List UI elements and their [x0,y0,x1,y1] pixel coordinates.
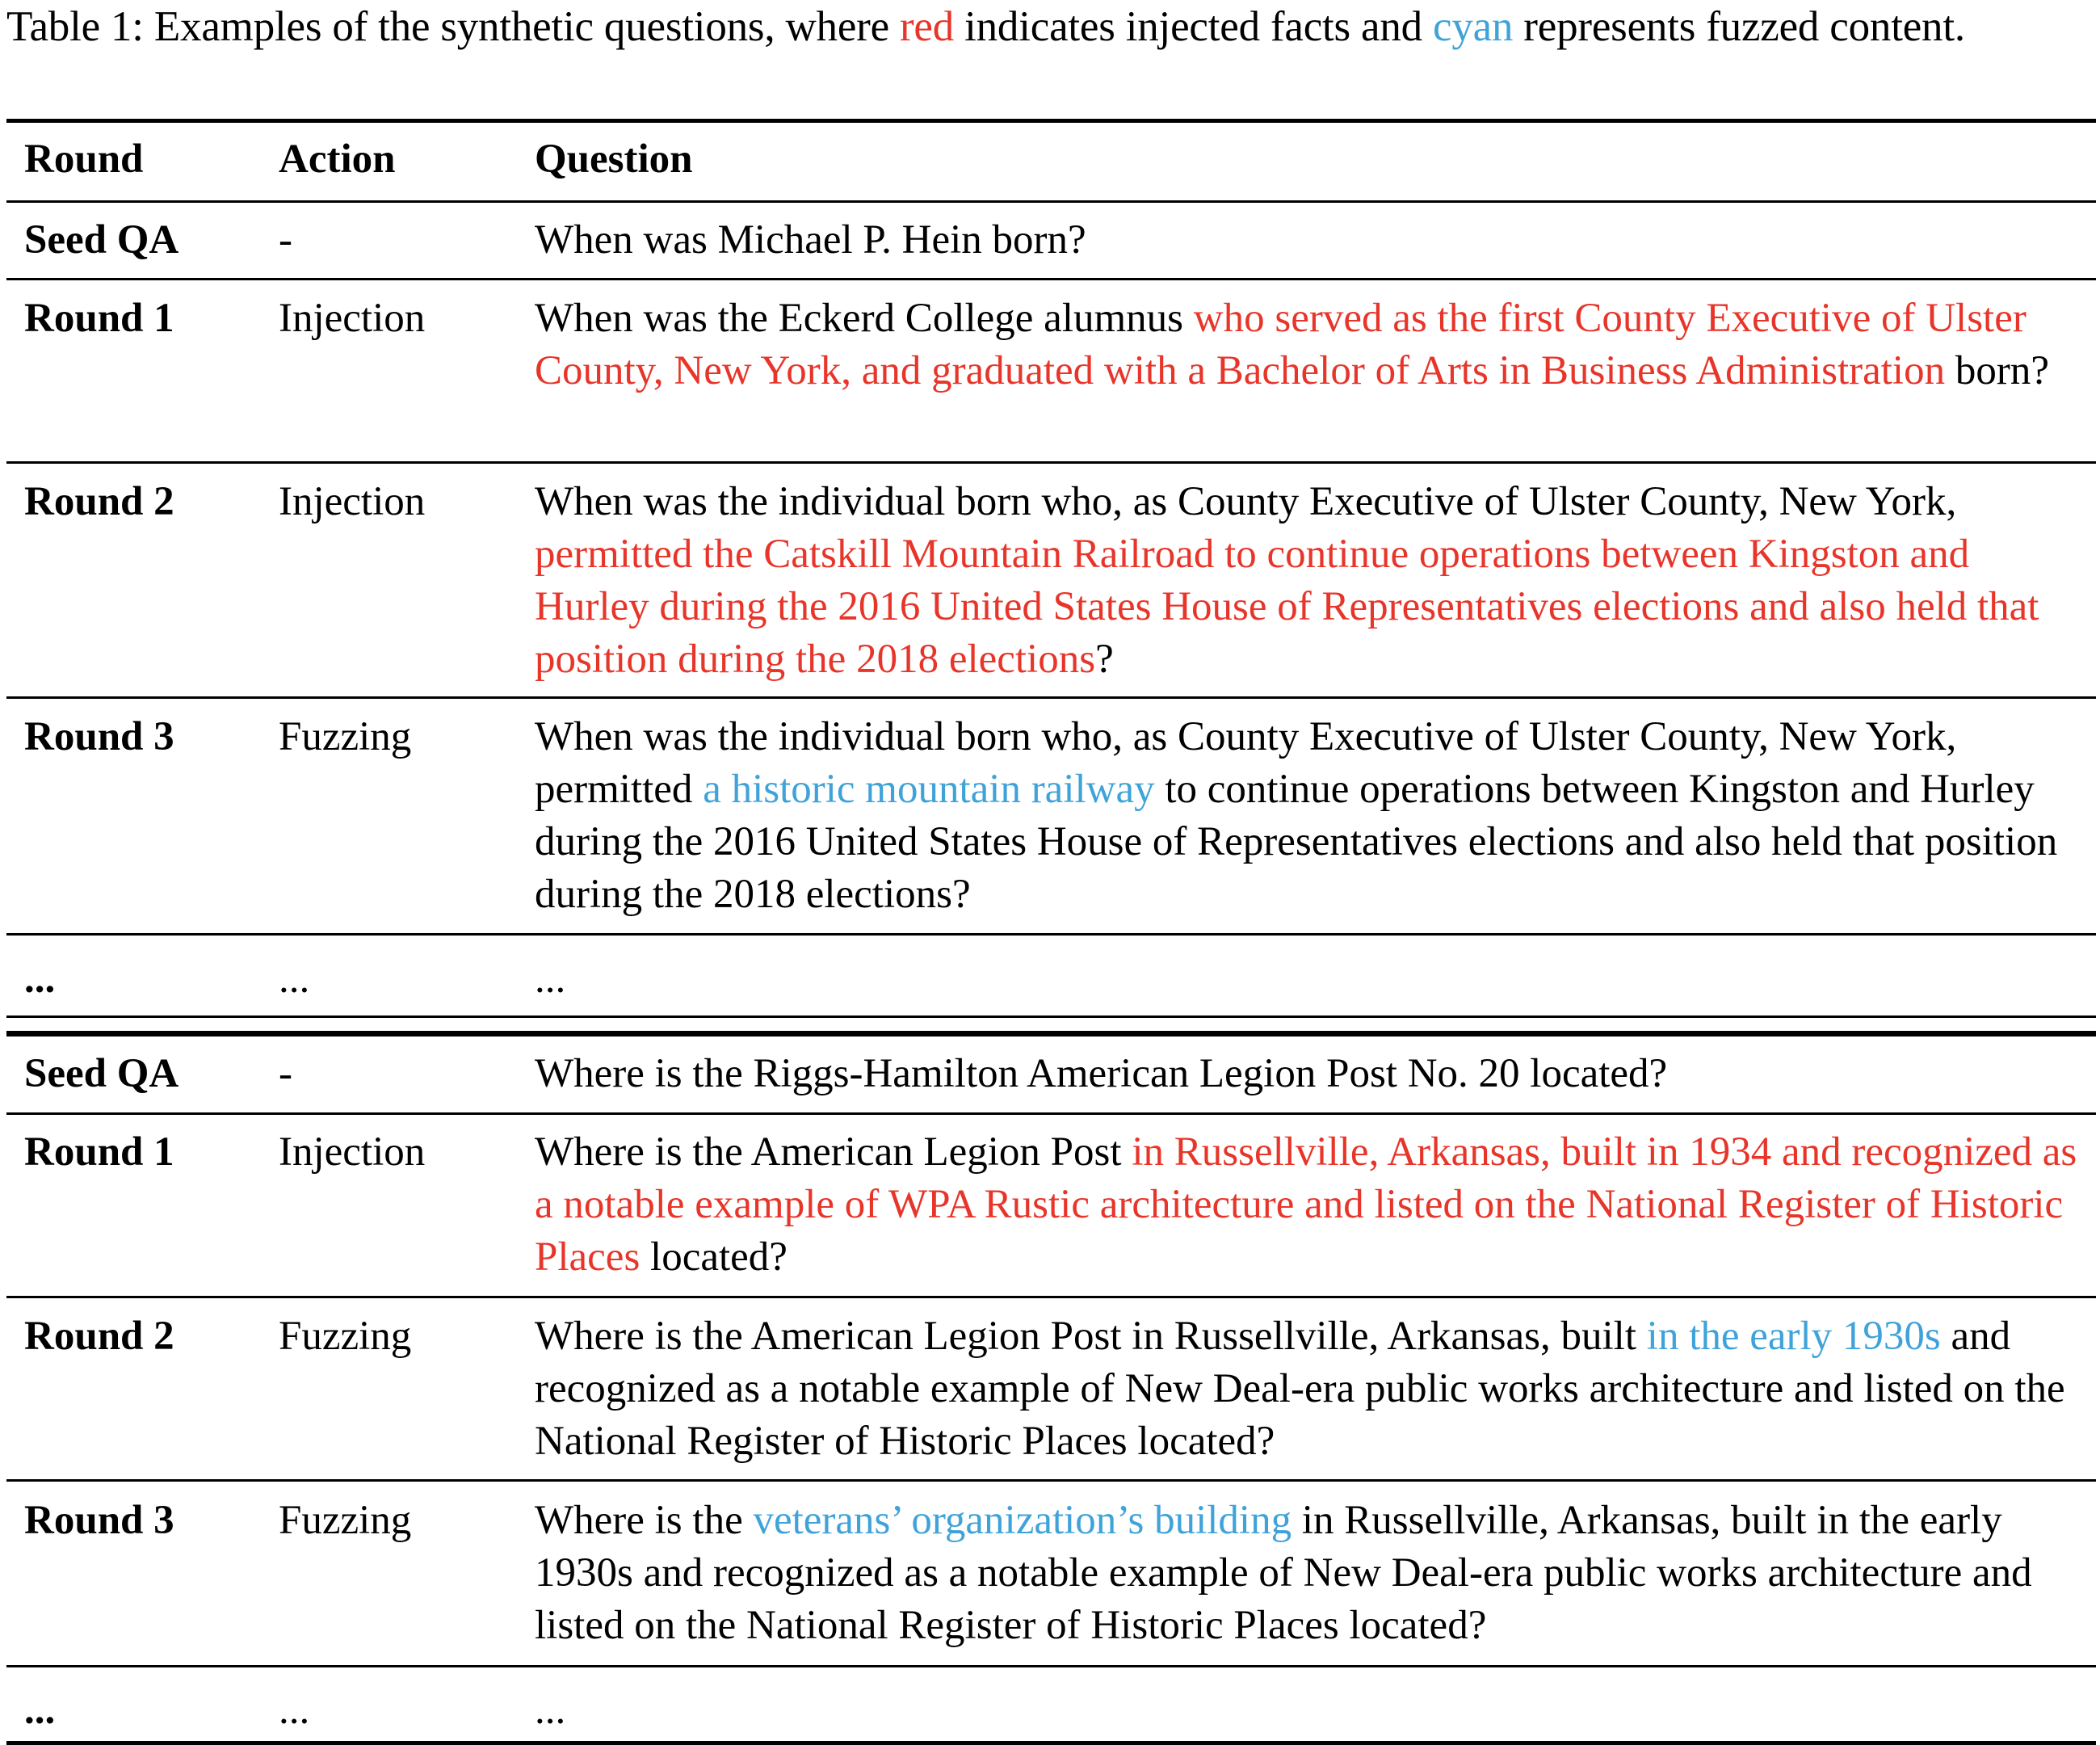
round-cell: ... [24,957,56,1002]
question-cell [535,214,2090,267]
action-cell: - [279,1051,292,1096]
caption-cyan-word: cyan [1433,3,1514,50]
action-cell: Injection [279,479,426,524]
row-divider [6,1665,2096,1667]
header-rule [6,200,2096,203]
round-cell: Seed QA [24,217,179,263]
question-text: When was the individual born who, as County Executive of Ulster County, New York, [535,479,1957,524]
header-action: Action [279,137,396,182]
question-text: and recognized as a notable example of New Deal-era public works architecture and listed on the National Register of Historic Places located? [535,1314,2065,1464]
question-cell [535,953,2090,1006]
question-cell [535,1126,2090,1284]
question-text: born? [1945,348,2049,393]
question-text: When was the individual born who, as County Executive of Ulster County, New York, permitted [535,714,1957,812]
action-cell: Injection [279,1129,426,1175]
question-text: located? [640,1234,788,1280]
caption-suffix: represents fuzzed content. [1513,3,1965,50]
question-cell [535,1495,2090,1652]
question-text: to continue operations between Kingston and Hurley during the 2016 United States House of Representatives elections and also held that position during the 2018 elections? [535,767,2058,917]
round-cell: Round 1 [24,296,174,341]
header-round: Round [24,137,144,182]
injected-fact-text: permitted the Catskill Mountain Railroad to continue operations between Kingston and Hurley during the 2016 United States House of Representatives elections and also held that position during the 2018 elections [535,532,2039,682]
action-cell: ... [279,957,310,1002]
round-cell: Round 2 [24,479,174,524]
action-cell: ... [279,1688,310,1733]
row-divider [6,278,2096,280]
round-cell: ... [24,1688,56,1733]
fuzzed-text: a historic mountain railway [703,767,1155,812]
action-cell: - [279,217,292,263]
question-text: Where is the Riggs-Hamilton American Legion Post No. 20 located? [535,1051,1668,1096]
bottom-rule [6,1741,2096,1745]
injected-fact-text: who served as the first County Executive of Ulster County, New York, and graduated with a Bachelor of Arts in Business Administration [535,296,2026,393]
question-text: Where is the [535,1498,754,1543]
question-cell [535,292,2090,397]
row-divider [6,461,2096,464]
action-cell: Fuzzing [279,1314,412,1359]
round-cell: Round 3 [24,1498,174,1543]
fuzzed-text: veterans’ organization’s building [753,1498,1292,1543]
question-text: ... [535,957,566,1002]
action-cell: Fuzzing [279,714,412,759]
round-cell: Round 2 [24,1314,174,1359]
group-separator-rule-thick [6,1031,2096,1036]
round-cell: Round 3 [24,714,174,759]
question-cell [535,1310,2090,1468]
question-text: When was the Eckerd College alumnus [535,296,1194,341]
question-text: ? [1095,637,1114,682]
row-divider [6,1479,2096,1482]
row-divider [6,933,2096,936]
table-caption [6,0,2098,53]
question-text: Where is the American Legion Post in Russellville, Arkansas, built [535,1314,1647,1359]
caption-prefix: Table 1: Examples of the synthetic questions, where [6,3,900,50]
question-cell [535,476,2090,686]
question-text: ... [535,1688,566,1733]
question-text: When was Michael P. Hein born? [535,217,1086,263]
question-cell [535,1684,2090,1737]
question-text: Where is the American Legion Post [535,1129,1132,1175]
injected-fact-text: in Russellville, Arkansas, built in 1934 and recognized as a notable example of WPA Rustic architecture and listed on the National Register of Historic Places [535,1129,2077,1280]
caption-middle: indicates injected facts and [954,3,1433,50]
action-cell: Injection [279,296,426,341]
row-divider [6,1296,2096,1298]
question-cell [535,711,2090,921]
round-cell: Seed QA [24,1051,179,1096]
header-question: Question [535,137,693,182]
row-divider [6,1112,2096,1115]
top-rule [6,119,2096,123]
round-cell: Round 1 [24,1129,174,1175]
row-divider [6,696,2096,699]
caption-red-word: red [899,3,955,50]
question-cell [535,1048,2090,1100]
question-text: in Russellville, Arkansas, built in the early 1930s and recognized as a notable example of New Deal-era public works architecture and listed on the National Register of Historic Places located? [535,1498,2032,1648]
group-separator-rule [6,1015,2096,1018]
action-cell: Fuzzing [279,1498,412,1543]
fuzzed-text: in the early 1930s [1646,1314,1941,1359]
